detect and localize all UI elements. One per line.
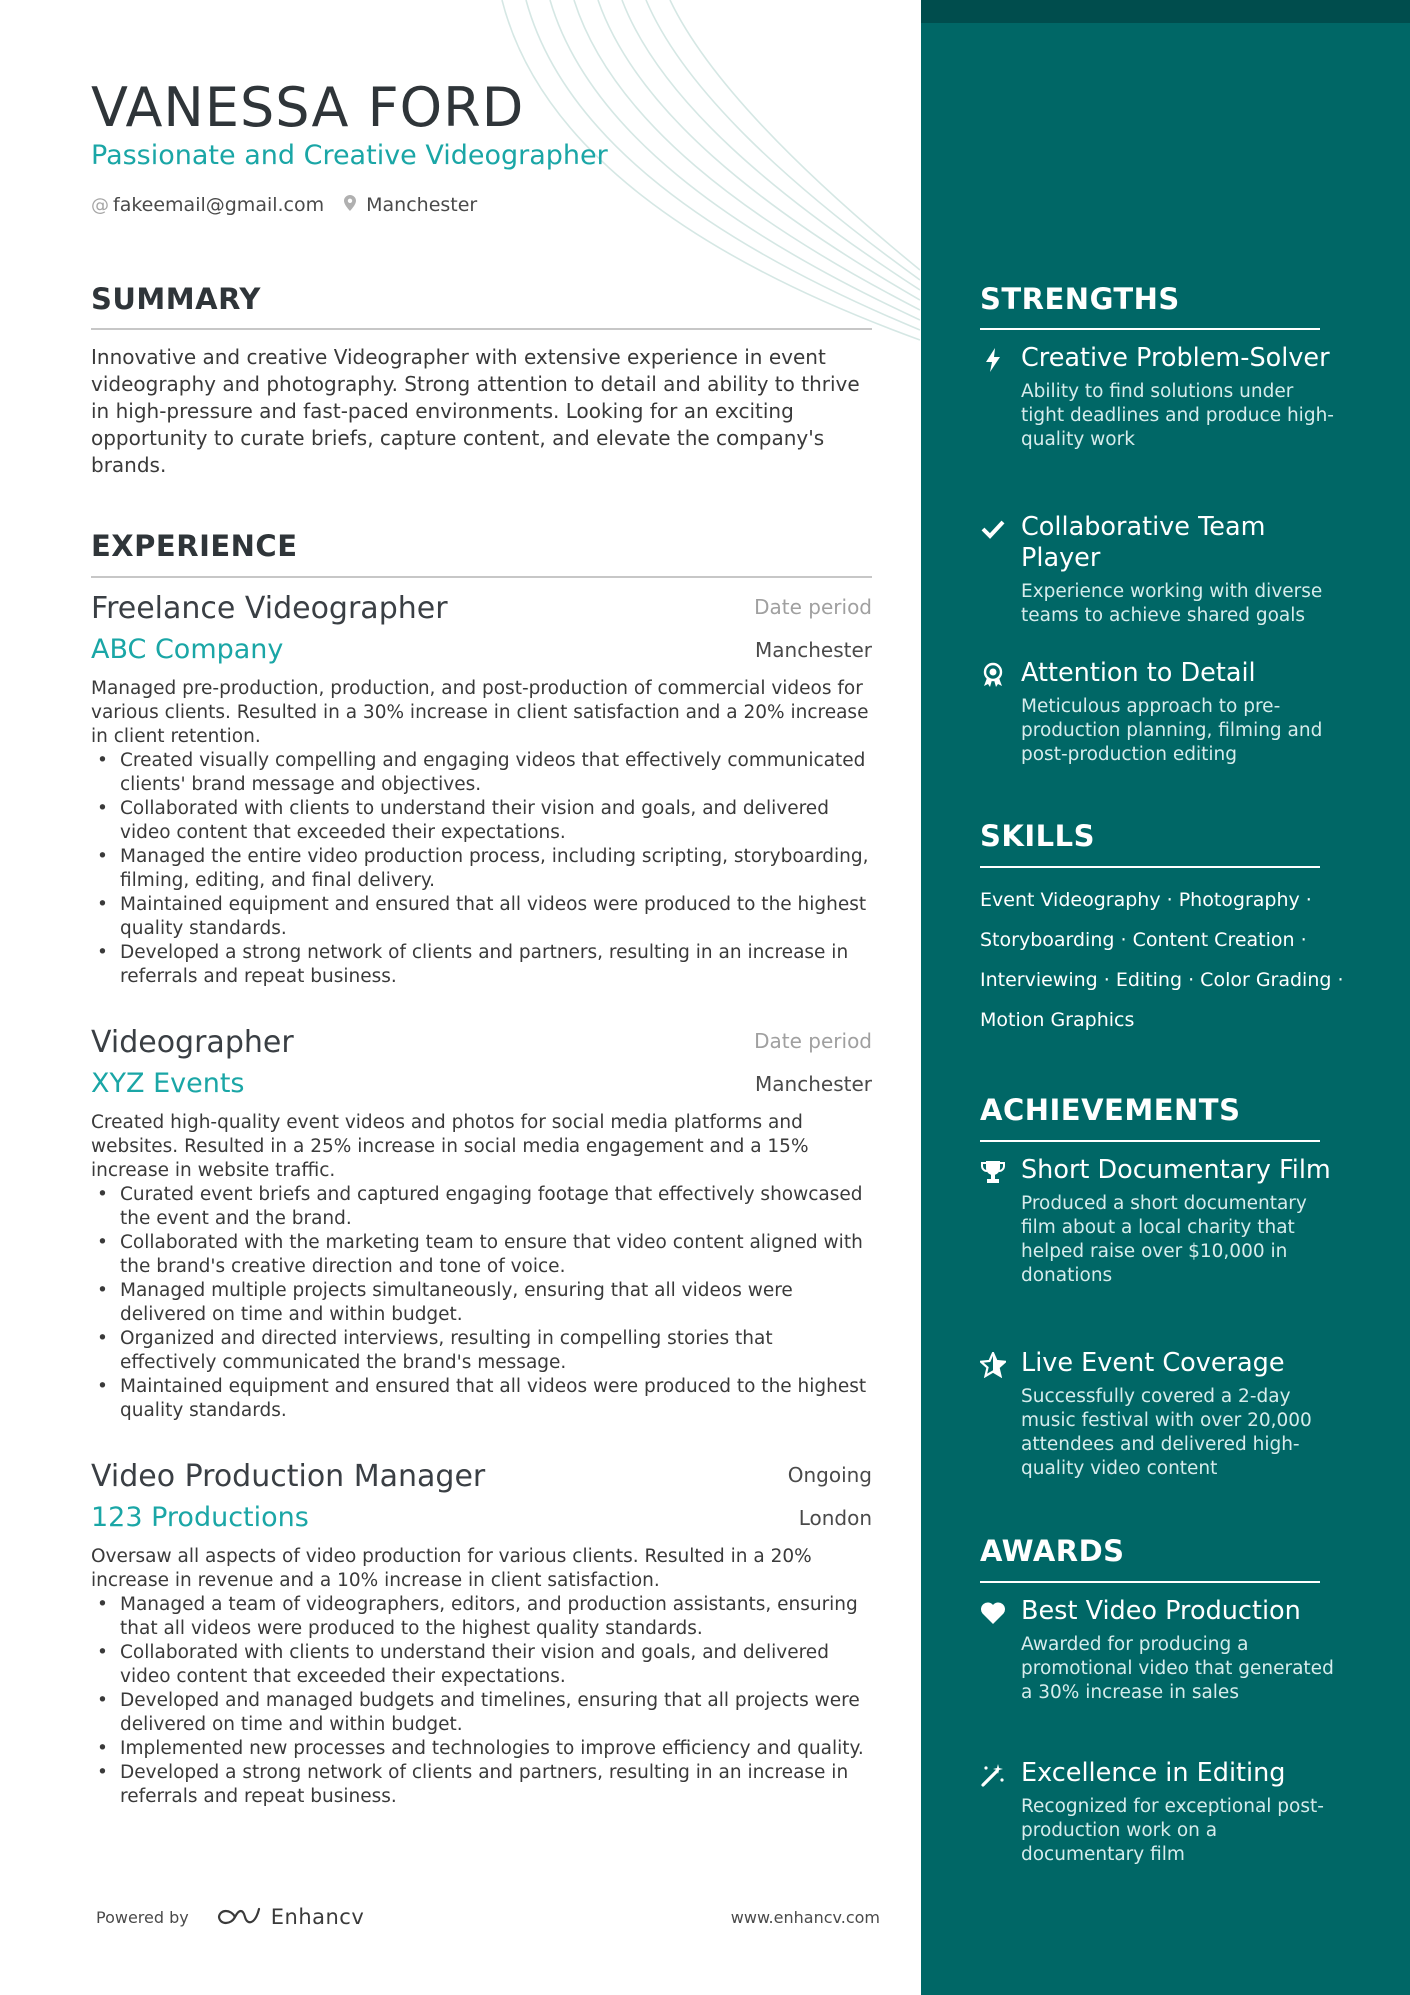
job-bullets — [91, 1593, 872, 1809]
bullet-item: • Managed a team of videographers, editors, and production assistants, ensuring that all videos were produced to the highest quality standards. — [97, 1594, 858, 1639]
strength-item — [980, 658, 1340, 767]
job-company: ABC Company — [91, 634, 284, 665]
contact-info — [91, 194, 477, 216]
skill-tag: Event Videography — [980, 889, 1161, 911]
job-location: London — [798, 1506, 872, 1530]
experience-entry — [91, 591, 872, 989]
skill-tag: Interviewing — [980, 969, 1098, 991]
skills-heading: SKILLS — [980, 819, 1095, 853]
award-item — [980, 1596, 1340, 1705]
summary-heading: SUMMARY — [91, 282, 261, 316]
job-title: Video Production Manager — [91, 1459, 486, 1494]
footer-url[interactable]: www.enhancv.com — [730, 1908, 880, 1927]
job-date: Date period — [754, 595, 872, 619]
job-company: XYZ Events — [91, 1068, 245, 1099]
experience-entry — [91, 1459, 872, 1809]
bullet-item: • Organized and directed interviews, resulting in compelling stories that effectively communicated the brand's message. — [97, 1328, 773, 1373]
achievement-item — [980, 1155, 1340, 1288]
award-ribbon-icon — [980, 662, 1006, 688]
job-date: Date period — [754, 1029, 872, 1053]
sidebar-top-band — [921, 0, 1410, 23]
award-description: Recognized for exceptional post-production work on a documentary film — [1021, 1796, 1324, 1865]
skill-tag: Editing — [1115, 969, 1183, 991]
magic-wand-icon — [980, 1762, 1006, 1788]
bullet-item: • Developed a strong network of clients and partners, resulting in an increase in referrals and repeat business. — [97, 942, 849, 987]
summary-divider — [91, 328, 872, 330]
skill-tag: Storyboarding — [980, 929, 1115, 951]
award-description: Awarded for producing a promotional video that generated a 30% increase in sales — [1021, 1634, 1334, 1703]
awards-divider — [980, 1581, 1320, 1583]
bullet-item: • Maintained equipment and ensured that all videos were produced to the highest quality standards. — [97, 894, 867, 939]
job-bullets — [91, 749, 872, 989]
strength-description: Experience working with diverse teams to achieve shared goals — [1021, 581, 1323, 626]
bullet-item: • Developed and managed budgets and timelines, ensuring that all projects were delivered on time and within budget. — [97, 1690, 860, 1735]
skill-tag: Color Grading — [1200, 969, 1332, 991]
bullet-item: • Developed a strong network of clients and partners, resulting in an increase in referrals and repeat business. — [97, 1762, 849, 1807]
skill-tag: Photography — [1178, 889, 1300, 911]
job-title: Freelance Videographer — [91, 591, 448, 626]
bullet-item: • Managed multiple projects simultaneously, ensuring that all videos were delivered on time and within budget. — [97, 1280, 793, 1325]
award-item — [980, 1758, 1340, 1867]
at-icon: @ — [91, 194, 109, 216]
skill-tag: Motion Graphics — [980, 1009, 1135, 1031]
award-title: Excellence in Editing — [1021, 1758, 1286, 1788]
job-date: Ongoing — [787, 1463, 872, 1487]
enhancv-brand: Enhancv — [270, 1905, 365, 1929]
summary-text: Innovative and creative Videographer with extensive experience in event videography and photography. Strong attention to detail and ability to thrive in high-pressure and fast-paced environments. Looking for an exciting opportunity to curate briefs, capture content, and elevate the company's brands. — [91, 345, 860, 477]
achievements-heading: ACHIEVEMENTS — [980, 1093, 1241, 1127]
bolt-icon — [980, 347, 1006, 373]
job-description: Created high-quality event videos and photos for social media platforms and websites. Resulted in a 25% increase in social media engagement and a 15% increase in website traffic. — [91, 1112, 809, 1181]
bullet-item: • Maintained equipment and ensured that all videos were produced to the highest quality standards. — [97, 1376, 867, 1421]
skills-divider — [980, 866, 1320, 868]
achievement-description: Successfully covered a 2-day music festival with over 20,000 attendees and delivered high-quality video content — [1021, 1386, 1312, 1479]
bullet-item: • Collaborated with clients to understand their vision and goals, and delivered video content that exceeded their expectations. — [97, 1642, 829, 1687]
bullet-item: • Managed the entire video production process, including scripting, storyboarding, filming, editing, and final delivery. — [97, 846, 869, 891]
achievement-description: Produced a short documentary film about a local charity that helped raise over $10,000 in donations — [1021, 1193, 1307, 1286]
candidate-headline: Passionate and Creative Videographer — [91, 140, 608, 171]
achievement-item — [980, 1348, 1340, 1481]
strength-item — [980, 343, 1340, 452]
bullet-item: • Collaborated with the marketing team to ensure that video content aligned with the brand's creative direction and tone of voice. — [97, 1232, 863, 1277]
enhancv-logo-icon — [215, 1906, 263, 1928]
candidate-name: VANESSA FORD — [91, 76, 525, 139]
award-title: Best Video Production — [1021, 1596, 1301, 1626]
job-location: Manchester — [755, 638, 872, 662]
job-location: Manchester — [755, 1072, 872, 1096]
location-pin-icon — [344, 195, 356, 216]
heart-icon — [980, 1600, 1006, 1626]
check-icon — [980, 516, 1006, 542]
job-company: 123 Productions — [91, 1502, 309, 1533]
job-description: Managed pre-production, production, and post-production of commercial videos for various clients. Resulted in a 30% increase in client satisfaction and a 20% increase in client retention. — [91, 678, 869, 747]
strength-description: Ability to find solutions under tight deadlines and produce high-quality work — [1021, 381, 1334, 450]
powered-by-label: Powered by — [96, 1907, 189, 1927]
job-title: Videographer — [91, 1025, 294, 1060]
strengths-heading: STRENGTHS — [980, 282, 1180, 316]
strength-title: Collaborative Team Player — [1021, 512, 1266, 573]
bullet-item: • Curated event briefs and captured engaging footage that effectively showcased the event and the brand. — [97, 1184, 863, 1229]
skill-tag: Content Creation — [1132, 929, 1295, 951]
strength-item — [980, 512, 1340, 628]
experience-divider — [91, 576, 872, 578]
enhancv-logo[interactable] — [215, 1905, 365, 1929]
achievements-divider — [980, 1140, 1320, 1142]
bullet-item: • Implemented new processes and technologies to improve efficiency and quality. — [97, 1738, 864, 1759]
experience-heading: EXPERIENCE — [91, 529, 298, 563]
trophy-icon — [980, 1159, 1006, 1185]
awards-heading: AWARDS — [980, 1534, 1125, 1568]
achievement-title: Live Event Coverage — [1021, 1348, 1285, 1378]
achievement-title: Short Documentary Film — [1021, 1155, 1331, 1185]
strength-title: Attention to Detail — [1021, 658, 1256, 688]
job-bullets — [91, 1183, 872, 1423]
strengths-divider — [980, 328, 1320, 330]
job-description: Oversaw all aspects of video production for various clients. Resulted in a 20% increase in revenue and a 10% increase in client satisfaction. — [91, 1546, 812, 1591]
bullet-item: • Created visually compelling and engaging videos that effectively communicated clients' brand message and objectives. — [97, 750, 866, 795]
sidebar — [921, 0, 1410, 1995]
strength-title: Creative Problem-Solver — [1021, 343, 1330, 373]
email-text[interactable]: fakeemail@gmail.com — [113, 194, 325, 216]
experience-entry — [91, 1025, 872, 1423]
skills-list: Event Videography · Photography · Storyboarding · Content Creation · Interviewing · Editing · Color Grading · Motion Graphics — [980, 889, 1344, 1031]
footer — [96, 1902, 880, 1932]
star-icon — [980, 1352, 1006, 1378]
bullet-item: • Collaborated with clients to understand their vision and goals, and delivered video content that exceeded their expectations. — [97, 798, 829, 843]
location-text: Manchester — [366, 194, 478, 216]
strength-description: Meticulous approach to pre-production planning, filming and post-production editing — [1021, 696, 1323, 765]
